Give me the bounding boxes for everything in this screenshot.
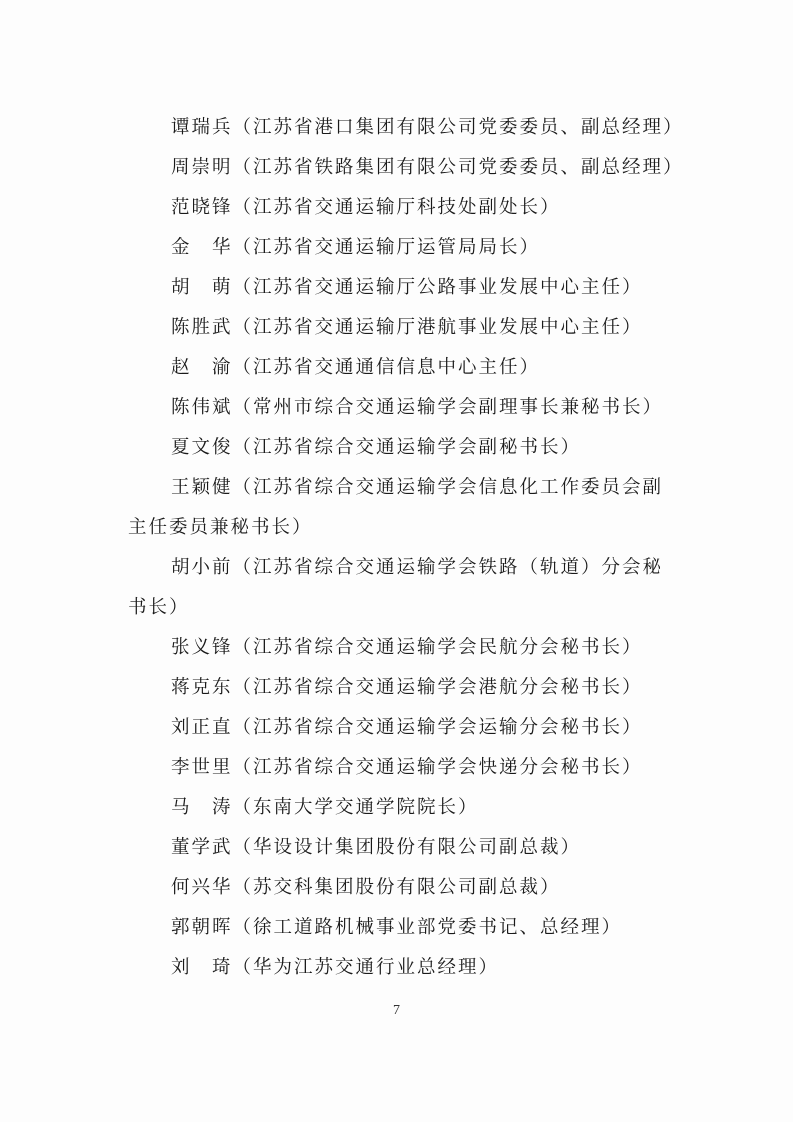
- member-line: 金 华（江苏省交通运输厅运管局局长）: [171, 237, 541, 258]
- member-entry: [0, 948, 793, 988]
- member-line: 马 涛（东南大学交通学院院长）: [171, 797, 479, 818]
- member-line: 董学武（华设设计集团股份有限公司副总裁）: [171, 837, 582, 858]
- member-entry: [0, 108, 793, 148]
- member-line: 周崇明（江苏省铁路集团有限公司党委委员、副总经理）: [171, 157, 684, 178]
- member-entry: [0, 468, 793, 548]
- member-entry: [0, 308, 793, 348]
- member-entry: [0, 748, 793, 788]
- member-entry: [0, 668, 793, 708]
- member-line: 陈伟斌（常州市综合交通运输学会副理事长兼秘书长）: [171, 397, 664, 418]
- member-entry: [0, 868, 793, 908]
- member-entry: [0, 268, 793, 308]
- member-entry: [0, 548, 793, 628]
- member-line: 何兴华（苏交科集团股份有限公司副总裁）: [171, 877, 561, 898]
- page-number: 7: [393, 1003, 400, 1018]
- member-line: 陈胜武（江苏省交通运输厅港航事业发展中心主任）: [171, 317, 643, 338]
- member-line: 蒋克东（江苏省综合交通运输学会港航分会秘书长）: [171, 677, 643, 698]
- member-line: 李世里（江苏省综合交通运输学会快递分会秘书长）: [171, 757, 643, 778]
- member-line: 夏文俊（江苏省综合交通运输学会副秘书长）: [171, 437, 582, 458]
- member-line: 胡小前（江苏省综合交通运输学会铁路（轨道）分会秘: [171, 557, 664, 578]
- member-list: [0, 108, 793, 988]
- member-line: 胡 萌（江苏省交通运输厅公路事业发展中心主任）: [171, 277, 643, 298]
- member-line: 郭朝晖（徐工道路机械事业部党委书记、总经理）: [171, 917, 623, 938]
- member-line-continuation: 主任委员兼秘书长）: [128, 517, 313, 538]
- member-line: 刘 琦（华为江苏交通行业总经理）: [171, 957, 500, 978]
- member-line-continuation: 书长）: [128, 597, 190, 618]
- member-entry: [0, 828, 793, 868]
- member-line: 刘正直（江苏省综合交通运输学会运输分会秘书长）: [171, 717, 643, 738]
- member-entry: [0, 388, 793, 428]
- member-entry: [0, 228, 793, 268]
- member-entry: [0, 788, 793, 828]
- member-entry: [0, 188, 793, 228]
- member-entry: [0, 908, 793, 948]
- member-line: 张义锋（江苏省综合交通运输学会民航分会秘书长）: [171, 637, 643, 658]
- member-entry: [0, 348, 793, 388]
- member-line: 赵 渝（江苏省交通通信信息中心主任）: [171, 357, 541, 378]
- member-line: 王颖健（江苏省综合交通运输学会信息化工作委员会副: [171, 477, 664, 498]
- member-line: 谭瑞兵（江苏省港口集团有限公司党委委员、副总经理）: [171, 117, 684, 138]
- member-entry: [0, 428, 793, 468]
- member-entry: [0, 148, 793, 188]
- member-entry: [0, 708, 793, 748]
- member-entry: [0, 628, 793, 668]
- member-line: 范晓锋（江苏省交通运输厅科技处副处长）: [171, 197, 561, 218]
